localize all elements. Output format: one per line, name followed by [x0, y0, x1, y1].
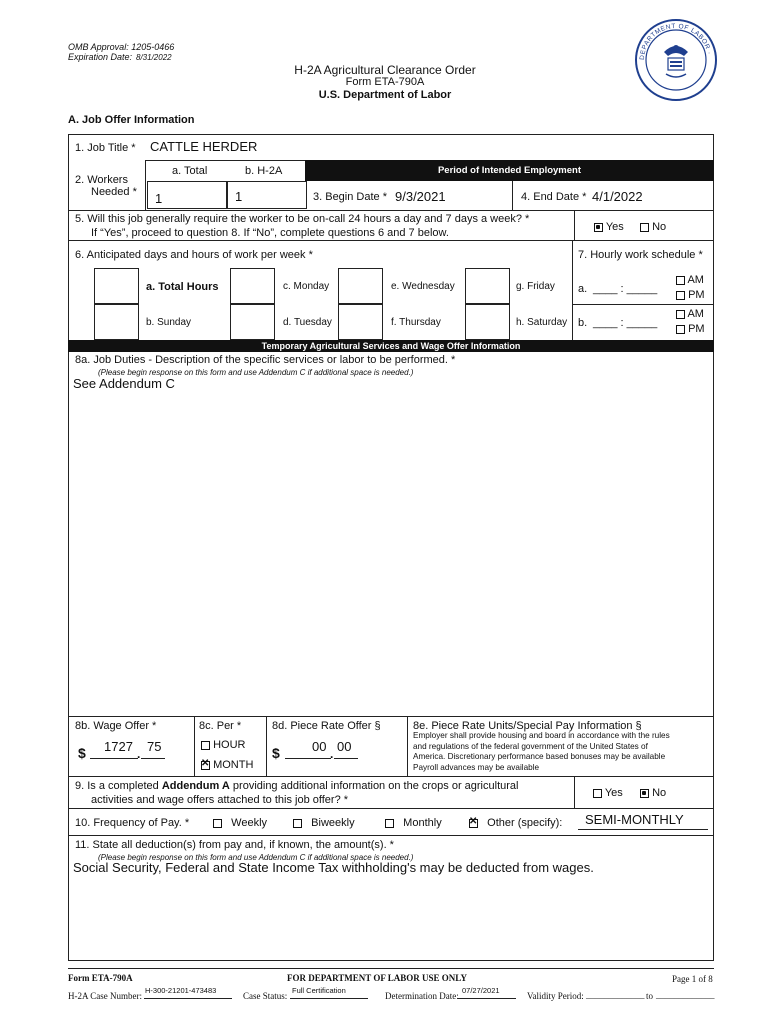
- expiration-label: Expiration Date:: [68, 52, 133, 62]
- thursday-hours-field[interactable]: [338, 304, 383, 340]
- footer-dol-use: FOR DEPARTMENT OF LABOR USE ONLY: [287, 973, 467, 983]
- expiration-date: 8/31/2022: [136, 53, 172, 62]
- workers-total-value: 1: [155, 191, 163, 206]
- checkbox-icon: [201, 761, 210, 770]
- case-status-label: Case Status:: [243, 991, 288, 1001]
- per-month-option[interactable]: [201, 759, 253, 771]
- sunday-hours-field[interactable]: [94, 304, 139, 340]
- job-title-label: 1. Job Title *: [75, 142, 136, 154]
- friday-label: g. Friday: [516, 281, 555, 292]
- validity-to-label: to: [646, 991, 654, 1001]
- checkbox-icon: [676, 325, 685, 334]
- case-number-label: H-2A Case Number:: [68, 991, 142, 1001]
- checkbox-icon: [676, 310, 685, 319]
- checkbox-icon: [676, 276, 685, 285]
- workers-h2a-label: b. H-2A: [245, 165, 283, 177]
- schedule-end-label: b.: [578, 317, 588, 329]
- checkbox-icon: [640, 223, 649, 232]
- pay-other-option[interactable]: [469, 817, 562, 829]
- job-duties-note: (Please begin response on this form and use Addendum C if additional space is needed.): [98, 368, 414, 377]
- schedule-start-label: a.: [578, 283, 588, 295]
- saturday-hours-field[interactable]: [465, 304, 510, 340]
- monday-label: c. Monday: [283, 281, 330, 292]
- wage-offer-header: Temporary Agricultural Services and Wage Offer Information: [68, 340, 714, 352]
- schedule-start-am[interactable]: [676, 274, 704, 286]
- checkbox-icon: [593, 789, 602, 798]
- checkbox-icon: [469, 819, 478, 828]
- piece-rate-dollar-sign: $: [272, 745, 280, 761]
- addendum-a-text: 9. Is a completed: [75, 780, 162, 792]
- special-pay-line: America. Discretionary performance based bonuses may be available: [413, 752, 666, 761]
- per-hour-label: HOUR: [213, 739, 246, 751]
- piece-rate-units-label: 8e. Piece Rate Units/Special Pay Information §: [413, 720, 642, 732]
- agency-name: U.S. Department of Labor: [318, 89, 452, 101]
- days-hours-label: 6. Anticipated days and hours of work per week *: [75, 249, 313, 261]
- on-call-yes[interactable]: [594, 221, 624, 233]
- omb-approval: OMB Approval: 1205-0466: [68, 42, 175, 52]
- workers-h2a-value: 1: [235, 189, 243, 204]
- addendum-a-question-line2: activities and wage offers attached to this job offer? *: [91, 794, 349, 806]
- addendum-a-question: [75, 780, 518, 792]
- total-hours-label: a. Total Hours: [146, 281, 219, 293]
- checkbox-icon: [213, 819, 222, 828]
- checkbox-icon: [640, 789, 649, 798]
- determination-date-field[interactable]: 07/27/2021: [462, 986, 500, 995]
- workers-label: 2. Workers: [75, 174, 128, 186]
- total-hours-field[interactable]: [94, 268, 139, 304]
- am-label: AM: [687, 274, 704, 286]
- wage-offer-label: 8b. Wage Offer *: [75, 720, 157, 732]
- pay-weekly-option[interactable]: [213, 817, 267, 829]
- piece-rate-label: 8d. Piece Rate Offer §: [272, 720, 381, 732]
- begin-date-label: 3. Begin Date *: [313, 191, 387, 203]
- piece-rate-dollars-field[interactable]: 00: [312, 739, 327, 754]
- schedule-start-time-field[interactable]: ____ : _____: [593, 283, 658, 295]
- piece-rate-decimal: .: [330, 747, 334, 761]
- begin-date-field[interactable]: 9/3/2021: [395, 189, 446, 204]
- form-number: Form ETA-790A: [345, 76, 425, 88]
- end-date-label: 4. End Date *: [521, 191, 587, 203]
- seal-text: DEPARTMENT OF LABOR ·: [638, 22, 713, 61]
- validity-period-label: Validity Period:: [527, 991, 584, 1001]
- piece-rate-units-field[interactable]: [413, 731, 670, 773]
- tuesday-hours-field[interactable]: [230, 304, 275, 340]
- wage-per-label: 8c. Per *: [199, 720, 242, 732]
- checkbox-icon: [676, 291, 685, 300]
- monday-hours-field[interactable]: [230, 268, 275, 304]
- checkbox-icon: [293, 819, 302, 828]
- monthly-label: Monthly: [403, 817, 442, 829]
- pm-label: PM: [688, 323, 705, 335]
- on-call-yes-label: Yes: [605, 221, 624, 233]
- wage-dollar-sign: $: [78, 745, 86, 761]
- thursday-label: f. Thursday: [391, 317, 441, 328]
- end-date-field[interactable]: 4/1/2022: [592, 189, 643, 204]
- addendum-a-no-label: No: [652, 787, 667, 799]
- biweekly-label: Biweekly: [311, 817, 355, 829]
- on-call-instruction: If “Yes”, proceed to question 8. If “No”, complete questions 6 and 7 below.: [91, 227, 449, 239]
- schedule-end-pm[interactable]: [676, 323, 705, 335]
- wednesday-hours-field[interactable]: [338, 268, 383, 304]
- pay-biweekly-option[interactable]: [293, 817, 355, 829]
- checkbox-icon: [201, 741, 210, 750]
- per-hour-option[interactable]: [201, 739, 245, 751]
- per-month-label: MONTH: [213, 759, 254, 771]
- wage-dollars-field[interactable]: 1727: [104, 739, 133, 754]
- piece-rate-cents-field[interactable]: 00: [337, 739, 352, 754]
- pay-frequency-label: 10. Frequency of Pay. *: [75, 817, 190, 829]
- weekly-label: Weekly: [231, 817, 268, 829]
- addendum-a-yes-label: Yes: [604, 787, 623, 799]
- pay-other-field[interactable]: SEMI-MONTHLY: [585, 812, 684, 827]
- hourly-schedule-label: 7. Hourly work schedule *: [578, 249, 703, 261]
- am-label: AM: [687, 308, 704, 320]
- footer-form-name: Form ETA-790A: [68, 973, 133, 983]
- schedule-end-time-field[interactable]: ____ : _____: [593, 317, 658, 329]
- job-duties-label: 8a. Job Duties - Description of the specific services or labor to be performed. *: [75, 354, 456, 366]
- pm-label: PM: [688, 289, 705, 301]
- sunday-label: b. Sunday: [146, 317, 192, 328]
- other-label: Other (specify):: [487, 817, 563, 829]
- job-duties-field[interactable]: See Addendum C: [73, 376, 175, 391]
- addendum-a-no[interactable]: [640, 787, 666, 799]
- special-pay-line: Employer shall provide housing and board in accordance with the rules: [413, 731, 670, 740]
- pay-monthly-option[interactable]: [385, 817, 442, 829]
- saturday-label: h. Saturday: [516, 317, 568, 328]
- friday-hours-field[interactable]: [465, 268, 510, 304]
- addendum-a-bold: Addendum A: [161, 780, 230, 792]
- on-call-no-label: No: [652, 221, 667, 233]
- workers-total-label: a. Total: [172, 165, 208, 177]
- addendum-a-text: providing additional information on the crops or agricultural: [229, 780, 519, 792]
- deductions-note: (Please begin response on this form and use Addendum C if additional space is needed.): [98, 853, 414, 862]
- deductions-field[interactable]: Social Security, Federal and State Income Tax withholding's may be deducted from wages.: [73, 860, 594, 875]
- footer-page-number: Page 1 of 8: [672, 974, 713, 984]
- checkbox-icon: [594, 223, 603, 232]
- form-title: H-2A Agricultural Clearance Order: [294, 63, 476, 77]
- tuesday-label: d. Tuesday: [283, 317, 332, 328]
- on-call-no[interactable]: [640, 221, 666, 233]
- checkbox-icon: [385, 819, 394, 828]
- case-number-field[interactable]: H-300-21201-473483: [145, 986, 217, 995]
- schedule-start-pm[interactable]: [676, 289, 705, 301]
- workers-needed-label: Needed *: [91, 186, 137, 198]
- addendum-a-yes[interactable]: [593, 787, 623, 799]
- period-of-employment-header: Period of Intended Employment: [305, 160, 714, 181]
- wednesday-label: e. Wednesday: [391, 281, 455, 292]
- determination-date-label: Determination Date:: [385, 991, 459, 1001]
- on-call-question: 5. Will this job generally require the worker to be on-call 24 hours a day and 7 days a week? *: [75, 213, 530, 225]
- wage-decimal: .: [137, 747, 141, 761]
- job-title-field[interactable]: CATTLE HERDER: [150, 139, 258, 154]
- deductions-label: 11. State all deduction(s) from pay and, if known, the amount(s). *: [75, 839, 394, 851]
- special-pay-line: and regulations of the federal government of the United States of: [413, 741, 648, 751]
- wage-cents-field[interactable]: 75: [147, 739, 162, 754]
- validity-end-field[interactable]: _____________: [656, 990, 715, 1000]
- case-status-field[interactable]: Full Certification: [292, 986, 346, 995]
- dol-seal-logo: [634, 18, 718, 102]
- validity-start-field[interactable]: _____________: [586, 990, 645, 1000]
- special-pay-line: Payroll advances may be available: [413, 762, 540, 772]
- schedule-end-am[interactable]: [676, 308, 704, 320]
- section-a-title: A. Job Offer Information: [68, 114, 195, 126]
